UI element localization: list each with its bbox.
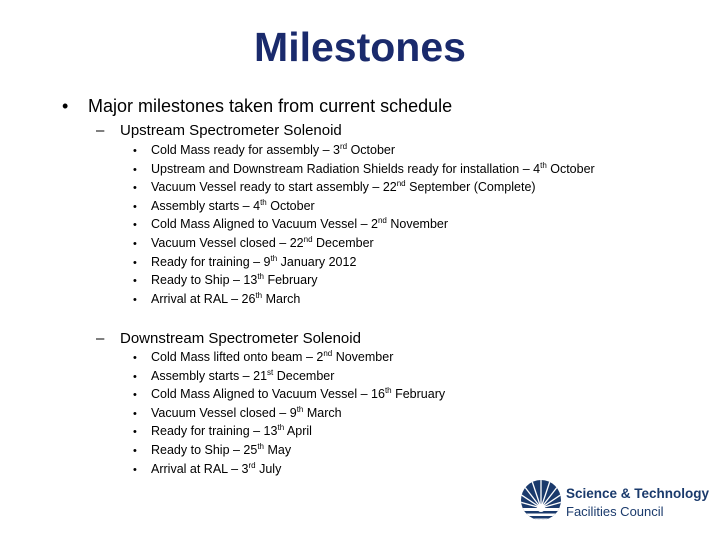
- bullet-glyph: •: [133, 237, 137, 250]
- milestone-item: [133, 424, 445, 443]
- milestone-item: [133, 255, 595, 274]
- milestone-text-main: Vacuum Vessel closed – 22: [151, 235, 304, 250]
- milestone-text-main: Vacuum Vessel closed – 9: [151, 405, 297, 420]
- bullet-glyph: •: [133, 182, 137, 195]
- milestone-item: [133, 350, 445, 369]
- bullet-glyph: •: [133, 275, 137, 288]
- ordinal-suffix: nd: [323, 348, 333, 358]
- milestone-text-date: January 2012: [277, 254, 357, 269]
- ordinal-suffix: th: [255, 290, 263, 300]
- ordinal-suffix: th: [277, 423, 285, 433]
- stfc-logo: [520, 478, 710, 526]
- milestone-text-date: October: [266, 198, 315, 213]
- milestone-text-main: Cold Mass Aligned to Vacuum Vessel – 16: [151, 387, 385, 402]
- milestone-text-date: April: [284, 424, 312, 439]
- milestone-text: [151, 236, 374, 250]
- milestone-item: [133, 180, 595, 199]
- ordinal-suffix: rd: [248, 460, 256, 470]
- downstream-list: [133, 350, 445, 480]
- ordinal-suffix: th: [540, 160, 547, 170]
- upstream-heading-text: Upstream Spectrometer Solenoid: [120, 122, 342, 139]
- milestone-item: [133, 143, 595, 162]
- bullet-glyph: •: [133, 200, 137, 213]
- logo-line2: Facilities Council: [566, 504, 664, 519]
- downstream-heading-text: Downstream Spectrometer Solenoid: [120, 330, 361, 347]
- milestone-item: [133, 369, 445, 388]
- stfc-sunburst-icon: [520, 478, 562, 522]
- milestone-text-main: Cold Mass Aligned to Vacuum Vessel – 2: [151, 217, 378, 232]
- milestone-text-main: Assembly starts – 4: [151, 198, 261, 213]
- milestone-text-main: Arrival at RAL – 3: [151, 461, 249, 476]
- milestone-text-main: Upstream and Downstream Radiation Shields ready for installation – 4: [151, 161, 541, 176]
- milestone-text-date: March: [303, 405, 342, 420]
- level1-text: Major milestones taken from current schedule: [88, 96, 453, 116]
- logo-line1: Science & Technology: [566, 486, 710, 501]
- milestone-text: [151, 387, 445, 401]
- milestone-item: [133, 292, 595, 311]
- milestone-text-date: February: [264, 273, 318, 288]
- milestone-text-date: December: [312, 235, 374, 250]
- bullet-glyph: •: [133, 407, 137, 420]
- milestone-text-date: September (Complete): [405, 180, 536, 195]
- milestone-item: [133, 462, 445, 481]
- bullet-glyph: •: [133, 352, 137, 364]
- milestone-text: [151, 292, 300, 306]
- milestone-text-date: May: [264, 442, 292, 457]
- milestone-text: [151, 143, 395, 157]
- level1-bullet: [62, 96, 452, 117]
- dash-glyph: –: [96, 122, 105, 139]
- ordinal-suffix: th: [270, 253, 278, 263]
- dash-glyph: –: [96, 330, 105, 347]
- milestone-text-main: Ready to Ship – 13: [151, 273, 258, 288]
- milestone-text: [151, 350, 393, 364]
- bullet-glyph: •: [133, 463, 137, 476]
- milestone-item: [133, 443, 445, 462]
- bullet-glyph: •: [62, 96, 69, 116]
- ordinal-suffix: st: [267, 367, 274, 377]
- bullet-glyph: •: [133, 370, 137, 383]
- milestone-text-main: Ready for training – 9: [151, 254, 271, 269]
- bullet-glyph: •: [133, 163, 137, 176]
- milestone-text-main: Arrival at RAL – 26: [151, 291, 256, 306]
- slide-title: Milestones: [254, 24, 466, 70]
- milestone-text-date: October: [546, 161, 595, 176]
- milestone-text-date: July: [255, 461, 282, 476]
- bullet-glyph: •: [133, 145, 137, 157]
- milestone-item: [133, 236, 595, 255]
- milestone-text-date: February: [391, 387, 446, 402]
- milestone-text: [151, 162, 595, 176]
- milestone-item: [133, 162, 595, 181]
- milestone-text: [151, 406, 342, 420]
- bullet-glyph: •: [133, 256, 137, 269]
- milestone-text: [151, 273, 318, 287]
- ordinal-suffix: nd: [303, 234, 313, 244]
- milestone-text-date: October: [347, 143, 396, 157]
- milestone-text-date: November: [332, 350, 394, 364]
- ordinal-suffix: th: [257, 272, 264, 281]
- milestone-text: [151, 255, 356, 269]
- milestone-text-main: Ready for training – 13: [151, 424, 278, 439]
- upstream-heading: [96, 122, 342, 139]
- milestone-item: [133, 199, 595, 218]
- ordinal-suffix: nd: [377, 216, 387, 226]
- bullet-glyph: •: [133, 426, 137, 439]
- milestone-text: [151, 180, 536, 194]
- milestone-text-main: Ready to Ship – 25: [151, 442, 258, 457]
- milestone-text: [151, 462, 281, 476]
- milestone-text-date: November: [386, 217, 449, 232]
- milestone-text-main: Assembly starts – 21: [151, 368, 268, 383]
- ordinal-suffix: nd: [396, 179, 406, 189]
- bullet-glyph: •: [133, 444, 137, 457]
- bullet-glyph: •: [133, 293, 137, 306]
- milestone-text: [151, 424, 312, 438]
- ordinal-suffix: rd: [339, 141, 348, 151]
- upstream-list: [133, 143, 595, 310]
- milestone-text: [151, 217, 448, 231]
- milestone-item: [133, 273, 595, 292]
- milestone-text: [151, 369, 334, 383]
- milestone-item: [133, 387, 445, 406]
- ordinal-suffix: th: [384, 386, 392, 396]
- milestone-text-main: Vacuum Vessel ready to start assembly – 22: [151, 180, 397, 195]
- ordinal-suffix: th: [260, 197, 267, 207]
- milestone-text-main: Cold Mass ready for assembly – 3: [151, 143, 340, 157]
- milestone-text-date: March: [262, 291, 301, 306]
- milestone-text-date: December: [273, 368, 335, 383]
- milestone-item: [133, 406, 445, 425]
- bullet-glyph: •: [133, 219, 137, 232]
- milestone-item: [133, 217, 595, 236]
- milestone-text-main: Cold Mass lifted onto beam – 2: [151, 350, 324, 364]
- ordinal-suffix: th: [296, 404, 304, 414]
- milestone-text: [151, 443, 291, 457]
- bullet-glyph: •: [133, 389, 137, 402]
- downstream-heading: [96, 330, 361, 347]
- ordinal-suffix: th: [257, 441, 264, 451]
- milestone-text: [151, 199, 315, 213]
